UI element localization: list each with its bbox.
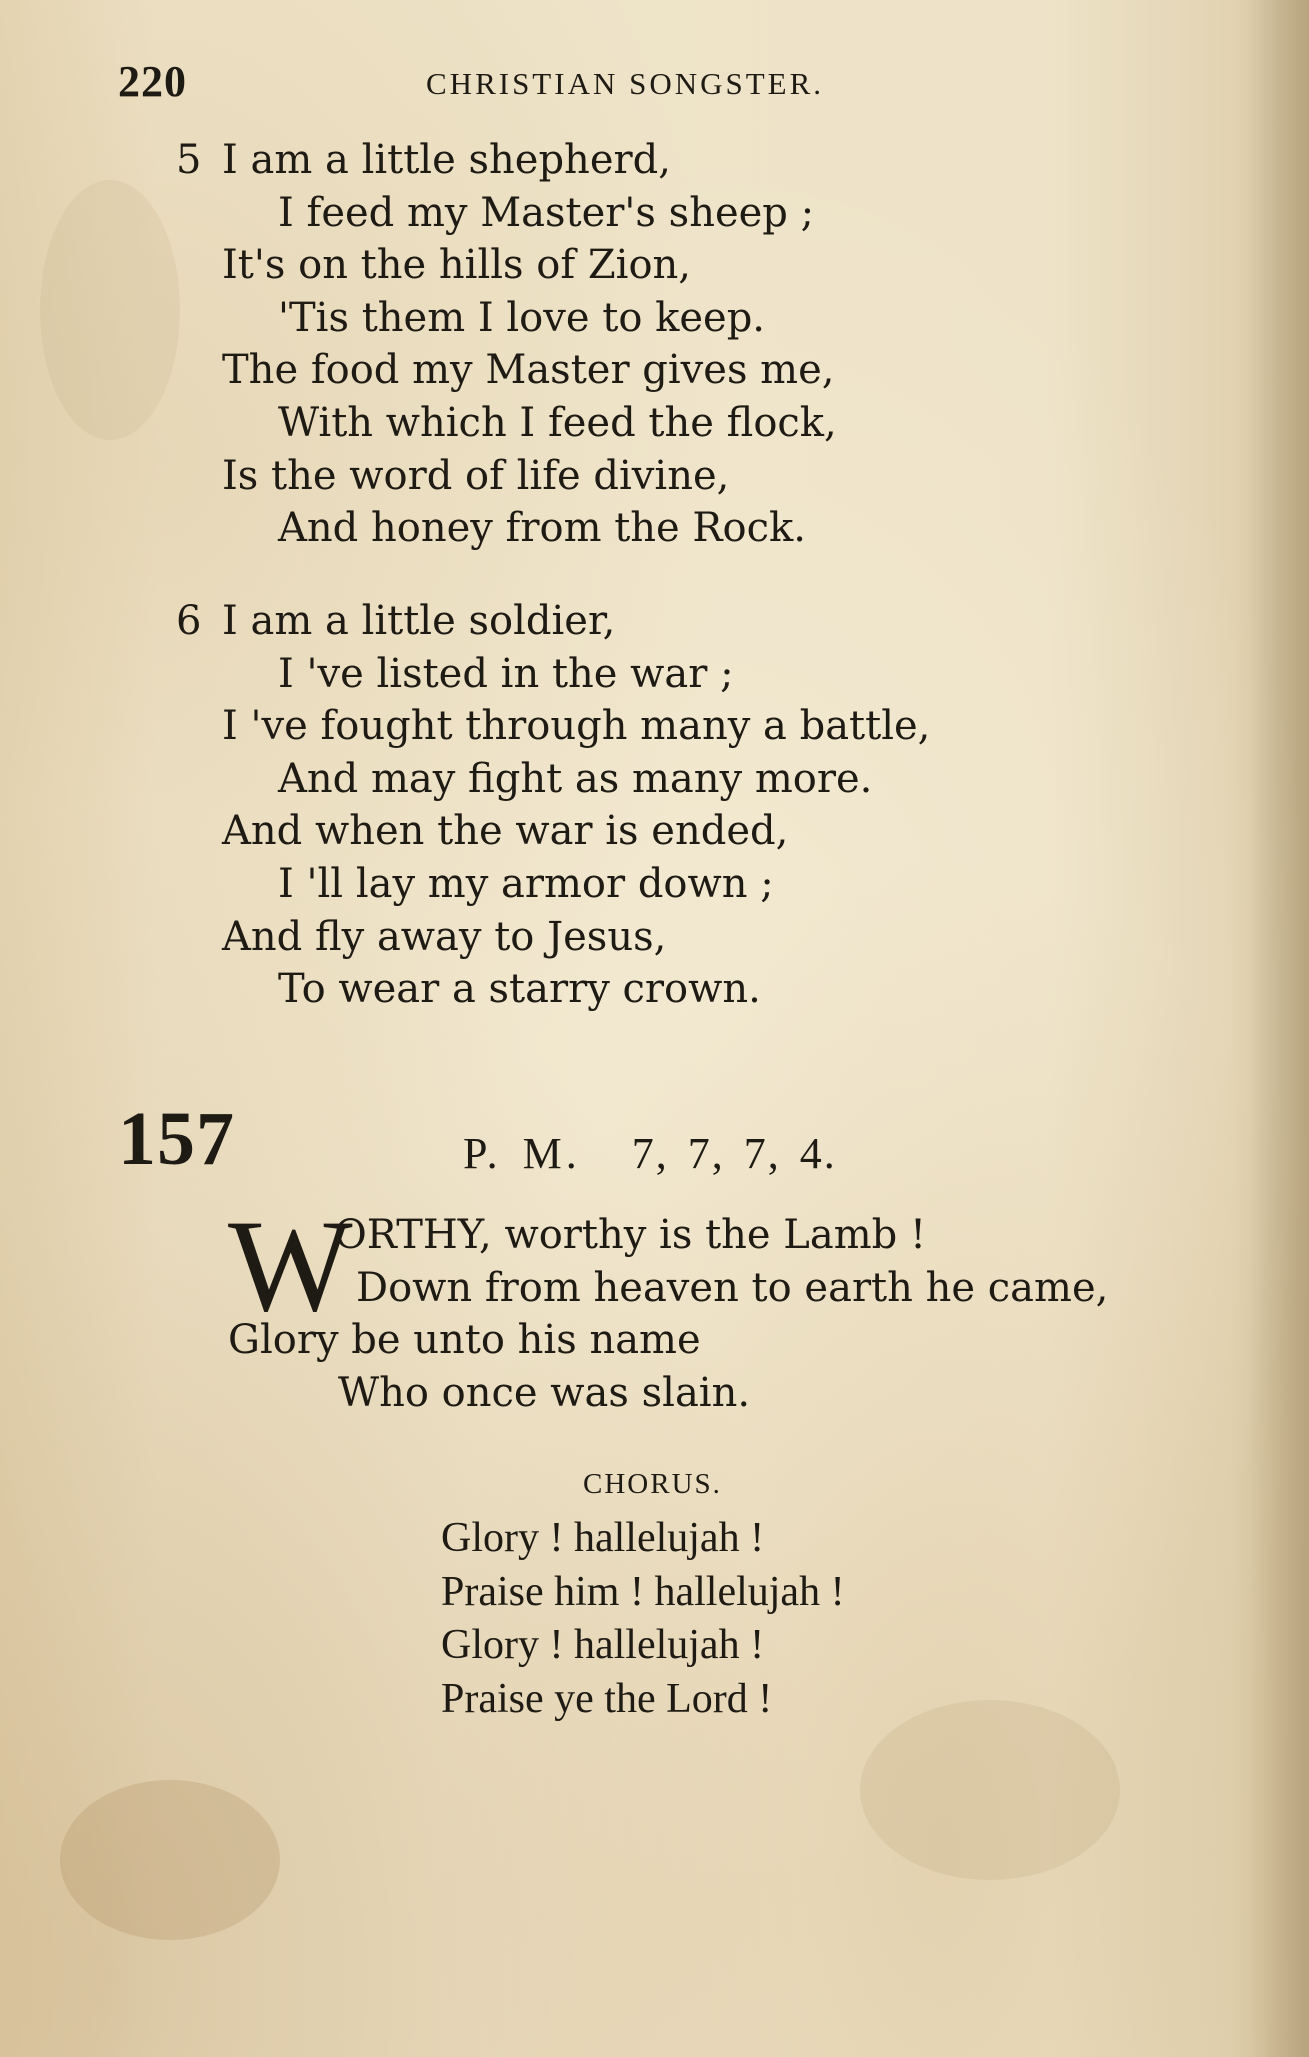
verse-number: 6 [176, 598, 202, 644]
verse-line: I 've fought through many a battle, [222, 703, 931, 750]
verse-line: I 've listed in the war ; [278, 650, 734, 697]
chorus-line: Praise him ! hallelujah ! [441, 1568, 845, 1615]
spine-shadow [1249, 0, 1309, 2057]
hymn-line: Glory be unto his name [228, 1317, 701, 1364]
verse-line: Is the word of life divine, [222, 452, 730, 499]
verse-line: The food my Master gives me, [222, 347, 835, 394]
verse-line: To wear a starry crown. [278, 966, 761, 1013]
hymn-verse [228, 1192, 1109, 1419]
chorus-line: Praise ye the Lord ! [441, 1675, 773, 1722]
hymn-meter [463, 1128, 837, 1179]
verse-line-text: I am a little soldier, [222, 598, 616, 644]
hymn-number: 157 [118, 1097, 235, 1181]
verse-line: I feed my Master's sheep ; [278, 189, 815, 236]
chorus-label: CHORUS. [583, 1468, 722, 1500]
book-title: CHRISTIAN SONGSTER. [426, 66, 825, 101]
verse-number: 5 [176, 137, 202, 183]
verse-line: 'Tis them I love to keep. [278, 294, 766, 341]
drop-cap: W [228, 1192, 351, 1339]
chorus [441, 1512, 845, 1726]
meter-letters: P. M. [463, 1129, 581, 1178]
verse-line: And fly away to Jesus, [222, 913, 667, 960]
hymn-line: Who once was slain. [338, 1369, 751, 1416]
running-head [118, 56, 938, 106]
meter-numbers: 7, 7, 7, 4. [631, 1129, 837, 1178]
verse-line-text: I am a little shepherd, [222, 137, 671, 183]
verse-line: And when the war is ended, [222, 808, 789, 855]
verse-line: I 'll lay my armor down ; [278, 860, 774, 907]
verse-line: It's on the hills of Zion, [222, 242, 692, 289]
paper-stain [860, 1700, 1120, 1880]
verse-6 [176, 595, 931, 1016]
verse-line: With which I feed the flock, [278, 399, 837, 446]
verse-line: And may fight as many more. [278, 755, 873, 802]
paper-stain [40, 180, 180, 440]
verse-line: And honey from the Rock. [278, 505, 806, 552]
hymn-line: ORTHY, worthy is the Lamb ! [334, 1212, 927, 1258]
chorus-line: Glory ! hallelujah ! [441, 1515, 765, 1561]
paper-stain [60, 1780, 280, 1940]
verse-line [176, 595, 930, 648]
verse-5 [176, 134, 837, 555]
hymn-line: Down from heaven to earth he came, [356, 1264, 1109, 1311]
chorus-line: Glory ! hallelujah ! [441, 1622, 765, 1668]
page-number: 220 [118, 57, 187, 106]
verse-line [176, 134, 837, 187]
